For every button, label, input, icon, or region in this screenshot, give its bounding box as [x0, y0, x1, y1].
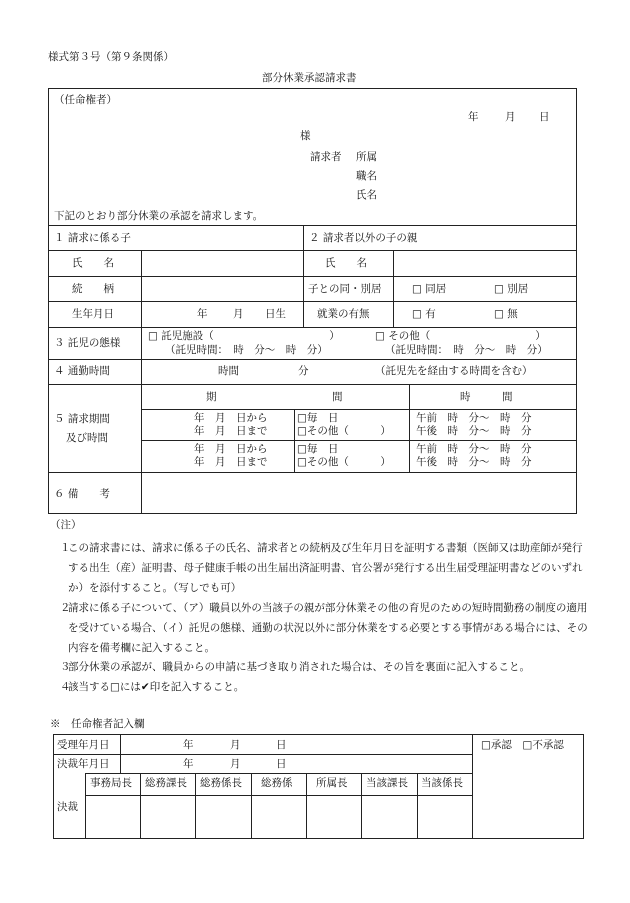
- role-relevant-chief: 当該係長: [421, 777, 463, 789]
- note3-number: ３: [60, 661, 71, 673]
- received-month: 月: [230, 739, 241, 751]
- kessai-label: 決裁: [57, 801, 78, 813]
- note4-text: 該当する□には✔印を記入すること。: [68, 681, 245, 693]
- period1-from: 年 月 日から: [194, 412, 268, 424]
- employment-label: 就業の有無: [317, 308, 370, 320]
- role-secretariat-director: 事務局長: [90, 777, 132, 789]
- decided-day: 日: [276, 758, 287, 770]
- cohabit-option-together[interactable]: □ 同居: [412, 283, 447, 295]
- period2-every-option[interactable]: □毎 日: [297, 443, 339, 455]
- birth-year: 年: [197, 308, 208, 320]
- section4-label: ４ 通勤時間: [54, 365, 110, 377]
- date-day: 日: [539, 111, 550, 123]
- section2-label: ２ 請求者以外の子の親: [309, 232, 418, 244]
- parent-name-label: 氏 名: [325, 257, 367, 269]
- requester-name-label: 氏名: [356, 189, 377, 201]
- section5-label: ５ 請求期間: [54, 413, 110, 425]
- period1-other-option[interactable]: □その他（ ）: [297, 425, 391, 437]
- section1-label: １ 請求に係る子: [54, 232, 131, 244]
- decided-year: 年: [183, 758, 194, 770]
- approve-options[interactable]: □承認 □不承認: [481, 739, 564, 751]
- appointer-label: （任命権者）: [54, 94, 117, 106]
- date-month: 月: [505, 111, 516, 123]
- commute-minutes: 分: [298, 365, 309, 377]
- period2-from: 年 月 日から: [194, 443, 268, 455]
- position-label: 職名: [356, 170, 377, 182]
- role-general-affairs-staff: 総務係: [261, 777, 293, 789]
- date-year: 年: [468, 111, 479, 123]
- period1-am: 午前 時 分～ 時 分: [416, 412, 532, 424]
- form-title: 部分休業承認請求書: [262, 72, 357, 84]
- received-date-label: 受理年月日: [57, 739, 110, 751]
- period1-pm: 午後 時 分～ 時 分: [416, 425, 532, 437]
- note2-number: ２: [60, 602, 71, 614]
- commute-note: （託児先を経由する時間を含む）: [375, 365, 533, 377]
- child-relation-label: 続 柄: [72, 283, 114, 295]
- birth-day: 日生: [265, 308, 286, 320]
- cohabit-option-separate[interactable]: □ 別居: [494, 283, 529, 295]
- section3-label: ３ 託児の態様: [54, 337, 121, 349]
- period1-every-option[interactable]: □毎 日: [297, 412, 339, 424]
- affiliation-label: 所属: [356, 151, 377, 163]
- employment-option-no[interactable]: □ 無: [494, 308, 518, 320]
- birth-month: 月: [233, 308, 244, 320]
- period1-to: 年 月 日まで: [194, 425, 268, 437]
- cohabit-label: 子との同・別居: [308, 283, 382, 295]
- received-year: 年: [183, 739, 194, 751]
- period-header: 期 間: [206, 391, 343, 403]
- form-number: 様式第３号（第９条関係）: [48, 51, 174, 63]
- nursery-time: （託児時間： 時 分～ 時 分）: [165, 344, 328, 356]
- role-general-affairs-chief: 総務係長: [200, 777, 242, 789]
- nursery-option[interactable]: □ 託児施設（ ）: [148, 330, 340, 342]
- child-birth-label: 生年月日: [72, 308, 114, 320]
- time-header: 時 間: [460, 391, 513, 403]
- decided-date-label: 決裁年月日: [57, 758, 110, 770]
- period2-am: 午前 時 分～ 時 分: [416, 443, 532, 455]
- role-department-head: 所属長: [316, 777, 348, 789]
- commute-hours: 時間: [218, 365, 239, 377]
- requester-label: 請求者: [310, 151, 342, 163]
- section6-label: ６ 備 考: [54, 488, 110, 500]
- period2-to: 年 月 日まで: [194, 456, 268, 468]
- note4-number: ４: [60, 681, 71, 693]
- note1-text: この請求書には、請求に係る子の氏名、請求者との続柄及び生年月日を証明する書類（医師又は助産師が発行する出生（産）証明書、母子健康手帳の出生届出済証明書、官公署が発行する出生届受理証明書などのいずれか）を添付すること。（写しでも可）: [68, 542, 583, 594]
- note3-text: 部分休業の承認が、職員からの申請に基づき取り消された場合は、その旨を裏面に記入すること。: [68, 661, 530, 673]
- other-care-time: （託児時間： 時 分～ 時 分）: [385, 344, 548, 356]
- employment-option-yes[interactable]: □ 有: [412, 308, 436, 320]
- role-relevant-manager: 当該課長: [366, 777, 408, 789]
- note1-number: １: [60, 542, 71, 554]
- role-general-affairs-manager: 総務課長: [145, 777, 187, 789]
- period2-pm: 午後 時 分～ 時 分: [416, 456, 532, 468]
- received-day: 日: [276, 739, 287, 751]
- sama-label: 様: [300, 130, 311, 142]
- request-text: 下記のとおり部分休業の承認を請求します。: [54, 210, 264, 222]
- period2-other-option[interactable]: □その他（ ）: [297, 456, 391, 468]
- notes-heading: （注）: [50, 519, 82, 531]
- note2-text: 請求に係る子について、（ア）職員以外の当該子の親が部分休業その他の育児のための短時間勤務の制度の適用を受けている場合、（イ）託児の態様、通勤の状況以外に部分休業をする必要とする事情がある場合には、その内容を備考欄に記入すること。: [68, 602, 588, 654]
- other-care-option[interactable]: □ その他（ ）: [375, 330, 546, 342]
- section5-label-2: 及び時間: [66, 432, 108, 444]
- appointer-section-title: ※ 任命権者記入欄: [50, 718, 145, 730]
- decided-month: 月: [230, 758, 241, 770]
- child-name-label: 氏 名: [72, 257, 114, 269]
